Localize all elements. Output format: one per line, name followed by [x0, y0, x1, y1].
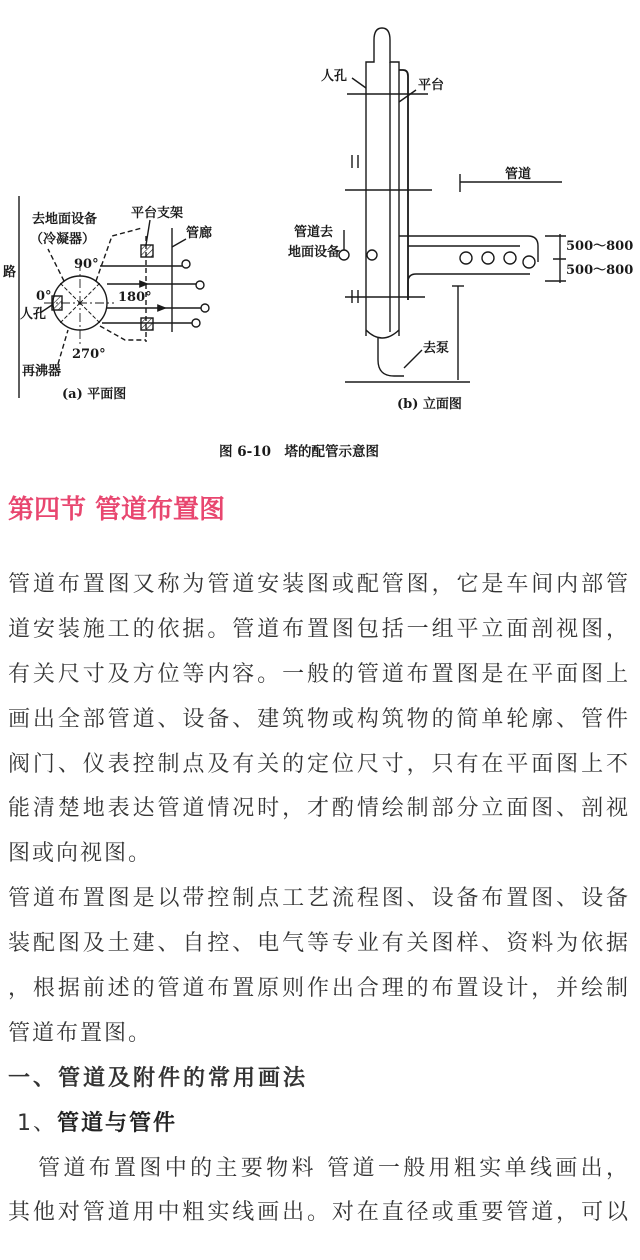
paragraph-line: 画出全部管道、设备、建筑物或构筑物的简单轮廓、管件 [8, 706, 630, 732]
ground-equipment-pipe-end-1 [339, 250, 349, 260]
piping-diagram [0, 0, 640, 470]
paragraph-line: 道安装施工的依据。管道布置图包括一组平立面剖视图， [8, 616, 630, 642]
pipe-section-3 [504, 252, 516, 264]
dimension-ticks [545, 236, 566, 281]
pipe-label: 管道 [505, 167, 532, 182]
figure-caption: 图 6-10 塔的配管示意图 [219, 444, 379, 460]
subheading: 一、管道及附件的常用画法 [8, 1065, 309, 1091]
plan-caption: (a) 平面图 [62, 387, 127, 402]
item-heading [8, 1102, 630, 1147]
pipe-section-4 [523, 256, 535, 268]
angle-0-label: 0° [36, 289, 52, 304]
pipe-end-2 [196, 281, 204, 289]
plan-view [3, 196, 212, 402]
section-title: 第四节 管道布置图 [8, 495, 226, 525]
angle-270-label: 270° [72, 347, 106, 362]
platform-support-leader [146, 220, 150, 245]
pump-pipe [378, 338, 404, 376]
platform-support-upper [141, 245, 153, 257]
piping-figure [0, 0, 640, 470]
paragraph-line: 管道布置图又称为管道安装图或配管图，它是车间内部管 [8, 572, 630, 597]
platform-dashed-outline-upper [96, 228, 142, 281]
item-paragraph [8, 1147, 630, 1237]
pipe-rack-label: 管廊 [186, 226, 213, 241]
dimension-upper-label: 500～800 [566, 239, 634, 254]
pipe-rack-leader [172, 239, 186, 247]
ground-equipment-pipe-label-2: 地面设备 [288, 245, 341, 260]
pipe-end-3 [201, 304, 209, 312]
manhole-hatch [52, 296, 62, 310]
elevation-view [288, 28, 633, 412]
elevation-manhole-leader [352, 78, 366, 88]
pump-label: 去泵 [423, 341, 450, 356]
elevation-caption: (b) 立面图 [397, 397, 462, 412]
paragraph-line: 能清楚地表达管道情况时，才酌情绘制部分立面图、剖视 [8, 796, 630, 822]
paragraph-line: 其他对管道用中粗实线画出。对在直径或重要管道，可以 [8, 1200, 630, 1226]
paragraph-line: 有关尺寸及方位等内容。一般的管道布置图是在平面图上 [8, 661, 630, 687]
platform-label: 平台 [418, 78, 445, 93]
road-label: 路 [3, 265, 17, 280]
paragraph [8, 563, 630, 877]
paragraph-line: 装配图及土建、自控、电气等专业有关图样、资料为依据 [8, 931, 630, 957]
manhole-label: 人孔 [20, 307, 47, 322]
paragraph-line: 管道布置图是以带控制点工艺流程图、设备布置图、设备 [8, 886, 630, 912]
platform-support-lower [141, 318, 153, 330]
tower-bottom-head [366, 330, 399, 338]
pipe-end-1 [182, 260, 190, 268]
angle-90-label: 90° [74, 257, 99, 272]
overhead-pipe [399, 70, 408, 300]
pipe-bundle-lower [408, 274, 530, 300]
reboiler-dashed-route [58, 330, 68, 364]
paragraph-line: 阀门、仪表控制点及有关的定位尺寸，只有在平面图上不 [8, 751, 630, 777]
item-title: 管道与管件 [57, 1110, 178, 1136]
condenser-dashed-route [48, 249, 64, 281]
article-body [8, 563, 630, 1236]
tower-shell [366, 28, 399, 336]
item-number: 1、 [17, 1110, 57, 1136]
pipe-bundle-upper [399, 236, 538, 262]
elevation-manhole-label: 人孔 [321, 69, 348, 84]
pipe-end-4 [192, 319, 200, 327]
platform-support-label: 平台支架 [131, 206, 184, 221]
pipe-section-2 [482, 252, 494, 264]
angle-180-label: 180° [118, 290, 152, 305]
ground-equipment-pipe-end-2 [367, 250, 377, 260]
pump-leader [404, 350, 422, 368]
paragraph [8, 877, 630, 1057]
paragraph-line: 管道布置图。 [8, 1020, 153, 1046]
dimension-lower-label: 500～800 [566, 263, 634, 278]
platform-dashed-outline-lower [100, 326, 146, 340]
reboiler-label: 再沸器 [22, 364, 62, 379]
platform-bracket-marks [352, 155, 358, 303]
condenser-label: （冷凝器） [30, 232, 96, 247]
pipe-section-1 [460, 252, 472, 264]
ground-equipment-label: 去地面设备 [32, 212, 98, 227]
paragraph-line: 管道布置图中的主要物料 管道一般用粗实单线画出， [38, 1155, 630, 1181]
paragraph-line: 图或向视图。 [8, 841, 153, 867]
paragraph-line: ，根据前述的管道布置原则作出合理的布置设计，并绘制 [8, 976, 630, 1002]
ground-equipment-pipe-label-1: 管道去 [294, 225, 334, 240]
